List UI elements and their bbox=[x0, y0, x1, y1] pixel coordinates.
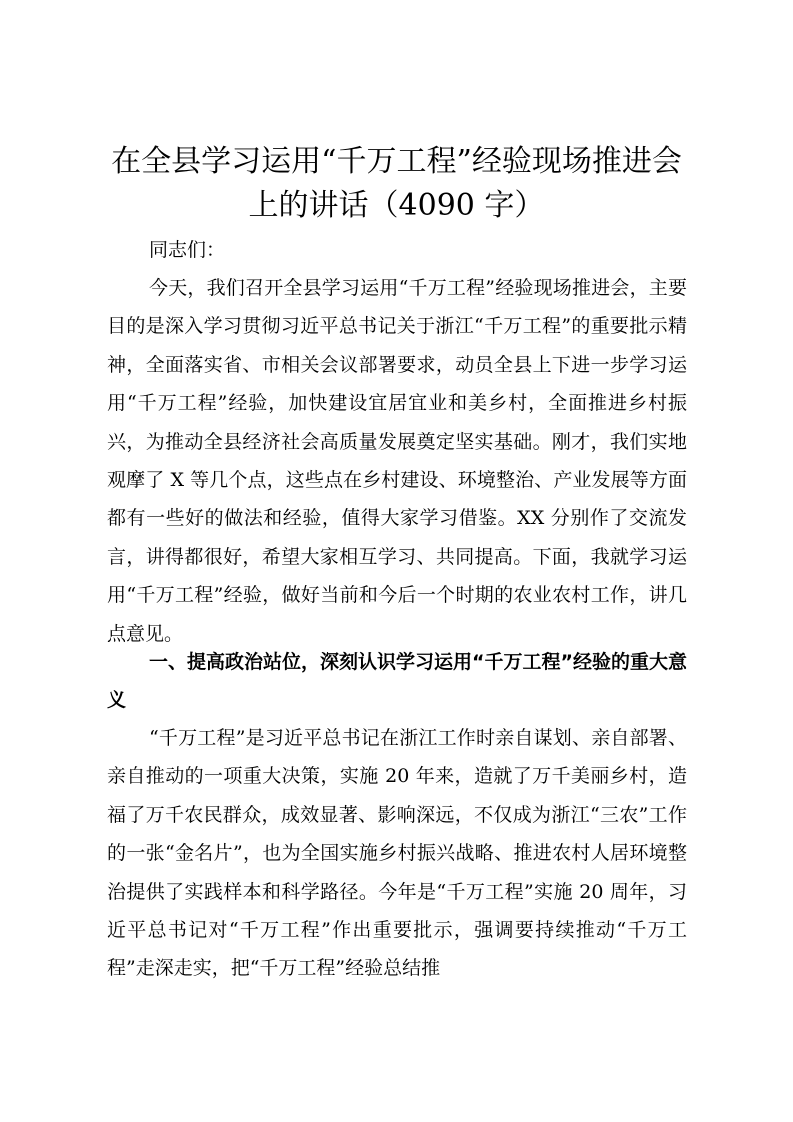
paragraph-intro: 今天，我们召开全县学习运用“千万工程”经验现场推进会，主要目的是深入学习贯彻习近平总书记关于浙江“千万工程”的重要批示精神，全面落实省、市相关会议部署要求，动员全县上下进一步学习运用“千万工程”经验，加快建设宜居宜业和美乡村，全面推进乡村振兴，为推动全县经济社会高质量发展奠定坚实基础。刚才，我们实地观摩了 X 等几个点，这些点在乡村建设、环境整治、产业发展等方面都有一些好的做法和经验，值得大家学习借鉴。XX 分别作了交流发言，讲得都很好，希望大家相互学习、共同提高。下面，我就学习运用“千万工程”经验，做好当前和今后一个时期的农业农村工作，讲几点意见。 bbox=[107, 277, 687, 645]
title-line-2: 上的讲话（4090 字） bbox=[248, 188, 545, 223]
paragraph-section-1: “千万工程”是习近平总书记在浙江工作时亲自谋划、亲自部署、亲自推动的一项重大决策，实施 20 年来，造就了万千美丽乡村，造福了万千农民群众，成效显著、影响深远，不仅成为浙江“三农”工作的一张“金名片”，也为全国实施乡村振兴战略、推进农村人居环境整治提供了实践样本和科学路径。今年是“千万工程”实施 20 周年，习近平总书记对“千万工程”作出重要批示，强调要持续推动“千万工程”走深走实，把“千万工程”经验总结推 bbox=[107, 727, 687, 980]
title-line-1: 在全县学习运用“千万工程”经验现场推进会 bbox=[111, 144, 682, 179]
section-heading-1: 一、提高政治站位，深刻认识学习运用“千万工程”经验的重大意义 bbox=[107, 651, 687, 712]
greeting: 同志们： bbox=[149, 239, 226, 261]
document-title bbox=[90, 140, 703, 228]
